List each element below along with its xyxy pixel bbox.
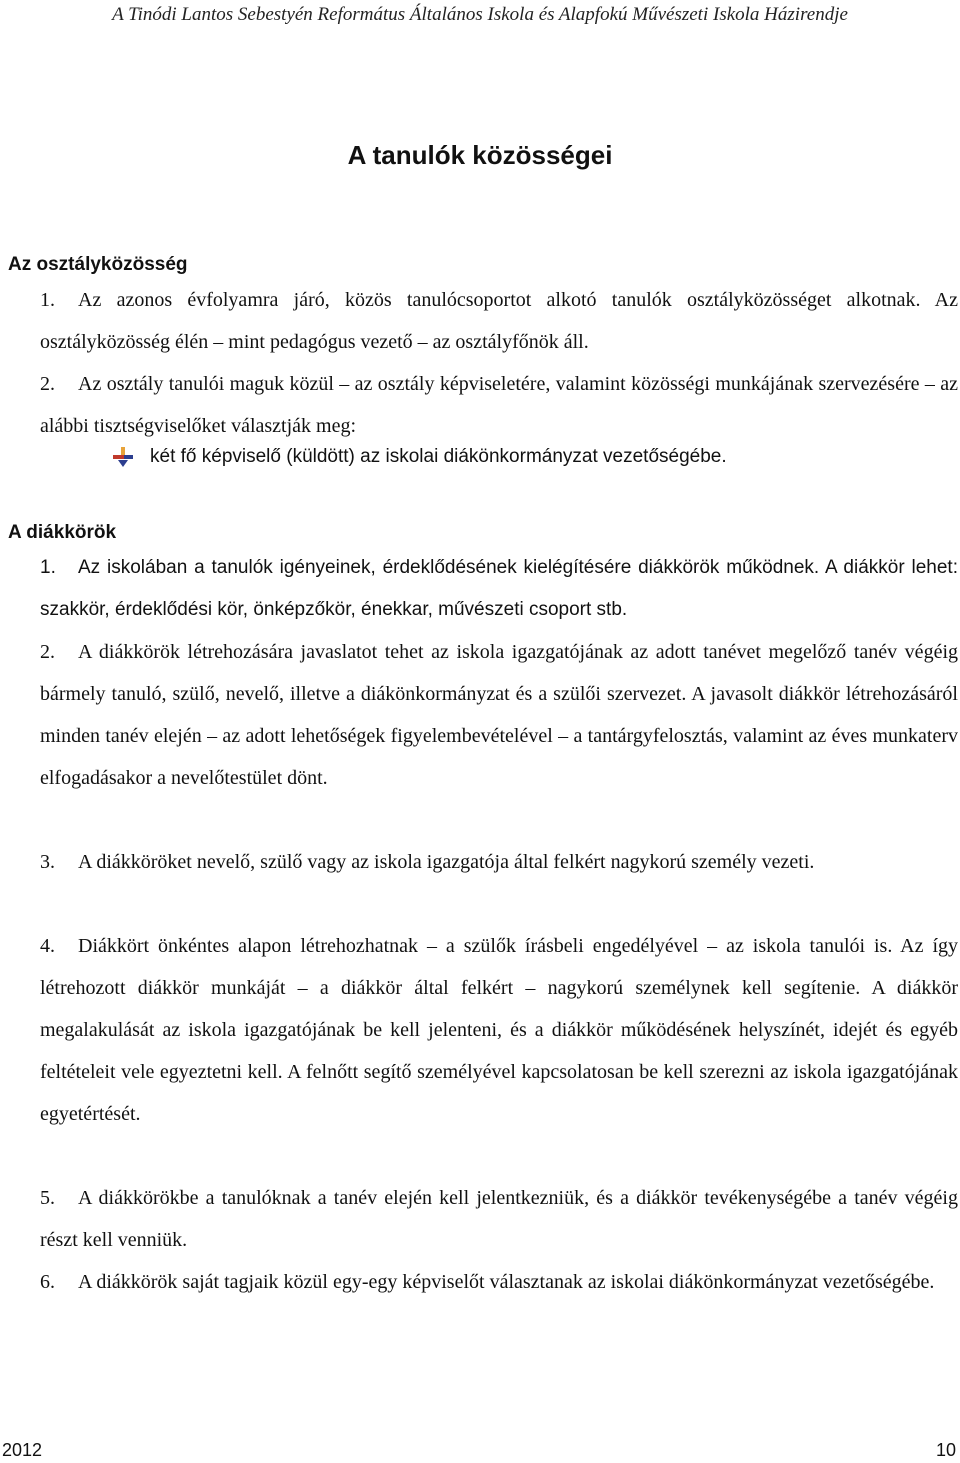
list-item-number: 1. (40, 557, 56, 578)
list-item-text: Az azonos évfolyamra járó, közös tanulócsoportot alkotó tanulók osztályközösséget alkotnak. Az osztályközösség élén – mint pedagógus vezető – az osztályfőnök áll. (40, 289, 958, 353)
list-item (40, 1261, 958, 1303)
bullet-text: két fő képviselő (küldött) az iskolai diákönkormányzat vezetőségébe. (150, 446, 727, 467)
list-item (40, 841, 958, 883)
list-item (40, 279, 958, 363)
list-item (40, 547, 958, 631)
list-item-number: 1. (40, 289, 55, 311)
list-item (40, 631, 958, 799)
list-item-text: Diákkört önkéntes alapon létrehozhatnak – a szülők írásbeli engedélyével – az iskola tanulói is. Az így létrehozott diákkör munkáját – a diákkör által felkért – nagykorú személynek kell segítenie. A diákkör megalakulását az iskola igazgatójának be kell jelenteni, és a diákkör működésének helyszínét, idejét és egyéb feltételeit vele egyeztetni kell. A felnőtt segítő személyével kapcsolatosan be kell szerezni az iskola igazgatójának egyetértését. (40, 935, 958, 1125)
list-item-text: A diákkörök saját tagjaik közül egy-egy képviselőt választanak az iskolai diákönkormányzat vezetőségébe. (78, 1271, 935, 1293)
list-item-number: 4. (40, 935, 55, 957)
bullet-item (112, 446, 727, 468)
list-item (40, 925, 958, 1135)
section-heading-osztalykozosseg: Az osztályközösség (8, 254, 188, 275)
list-item (40, 1177, 958, 1261)
list-item-text: A diákkörök létrehozására javaslatot tehet az iskola igazgatójának az adott tanévet megelőző tanév végéig bármely tanuló, szülő, nevelő, illetve a diákönkormányzat és a szülői szervezet. A javasolt diákkör létrehozásáról minden tanév elején – az adott lehetőségek figyelembevételével – a tantárgyfelosztás, valamint az éves munkaterv elfogadásakor a nevelőtestület dönt. (40, 641, 958, 789)
document-header: A Tinódi Lantos Sebestyén Református Általános Iskola és Alapfokú Művészeti Iskola Házirendje (112, 4, 848, 25)
list-item-number: 2. (40, 373, 55, 395)
page-title: A tanulók közösségei (347, 140, 613, 170)
list-item-number: 6. (40, 1271, 55, 1293)
list-item (40, 363, 958, 447)
list-item-number: 5. (40, 1187, 55, 1209)
list-item-text: Az osztály tanulói maguk közül – az osztály képviseletére, valamint közösségi munkájának szervezésére – az alábbi tisztségviselőket választják meg: (40, 373, 958, 437)
arrow-bullet-icon (112, 446, 134, 468)
footer-year: 2012 (2, 1440, 43, 1460)
list-item-text: A diákkörökbe a tanulóknak a tanév elején kell jelentkezniük, és a diákkör tevékenységébe a tanév végéig részt kell venniük. (40, 1187, 958, 1251)
list-item-number: 3. (40, 851, 55, 873)
list-item-text: Az iskolában a tanulók igényeinek, érdeklődésének kielégítésére diákkörök működnek. A diákkör lehet: szakkör, érdeklődési kör, önképzőkör, énekkar, művészeti csoport stb. (40, 557, 958, 620)
section-heading-diakkorok: A diákkörök (8, 522, 117, 543)
list-item-number: 2. (40, 641, 55, 663)
list-item-text: A diákköröket nevelő, szülő vagy az iskola igazgatója által felkért nagykorú személy vezeti. (78, 851, 815, 873)
footer-page-number: 10 (935, 1440, 956, 1460)
